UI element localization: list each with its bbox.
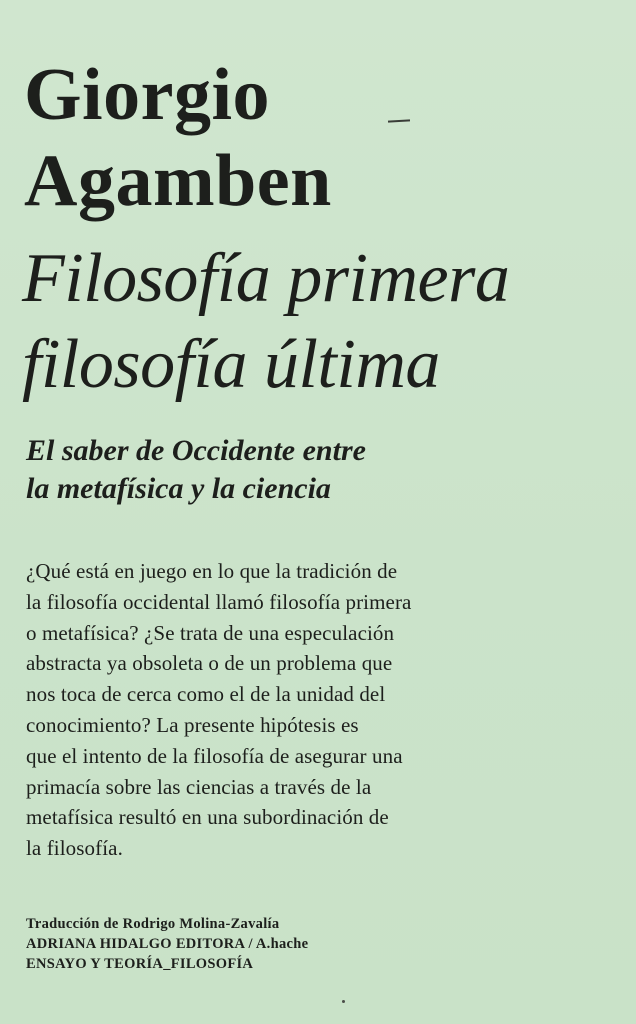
blurb-paragraph — [26, 556, 546, 864]
print-mark — [388, 119, 410, 122]
blurb-line: la filosofía occidental llamó filosofía primera — [26, 589, 412, 614]
print-speck — [342, 1000, 345, 1003]
blurb-line: metafísica resultó en una subordinación de — [26, 805, 389, 830]
blurb-line: conocimiento? La presente hipótesis es — [26, 712, 359, 737]
title-line-2: filosofía última — [22, 326, 440, 403]
blurb-line: primacía sobre las ciencias a través de la — [26, 774, 372, 799]
blurb-line: abstracta ya obsoleta o de un problema que — [26, 651, 393, 676]
author-last-name: Agamben — [24, 140, 332, 222]
blurb-line: la filosofía. — [26, 836, 123, 861]
blurb-line: que el intento de la filosofía de asegurar una — [26, 743, 403, 768]
blurb-line: ¿Qué está en juego en lo que la tradición de — [26, 559, 398, 583]
subtitle-line-2: la metafísica y la ciencia — [26, 472, 331, 505]
book-title — [22, 236, 509, 408]
title-line-1: Filosofía primera — [22, 240, 510, 317]
blurb-line: nos toca de cerca como el de la unidad del — [26, 682, 386, 707]
author-first-name: Giorgio — [24, 54, 271, 136]
subtitle-line-1: El saber de Occidente entre — [26, 434, 366, 467]
translator-credit: Traducción de Rodrigo Molina-Zavalía — [26, 916, 280, 932]
publisher-credit: ADRIANA HIDALGO EDITORA / A.hache — [26, 936, 309, 952]
series-credit: ENSAYO Y TEORÍA_FILOSOFÍA — [26, 956, 254, 972]
book-subtitle — [26, 432, 366, 508]
author-name — [24, 52, 332, 224]
credits-block — [26, 914, 308, 974]
blurb-line: o metafísica? ¿Se trata de una especulación — [26, 620, 395, 645]
